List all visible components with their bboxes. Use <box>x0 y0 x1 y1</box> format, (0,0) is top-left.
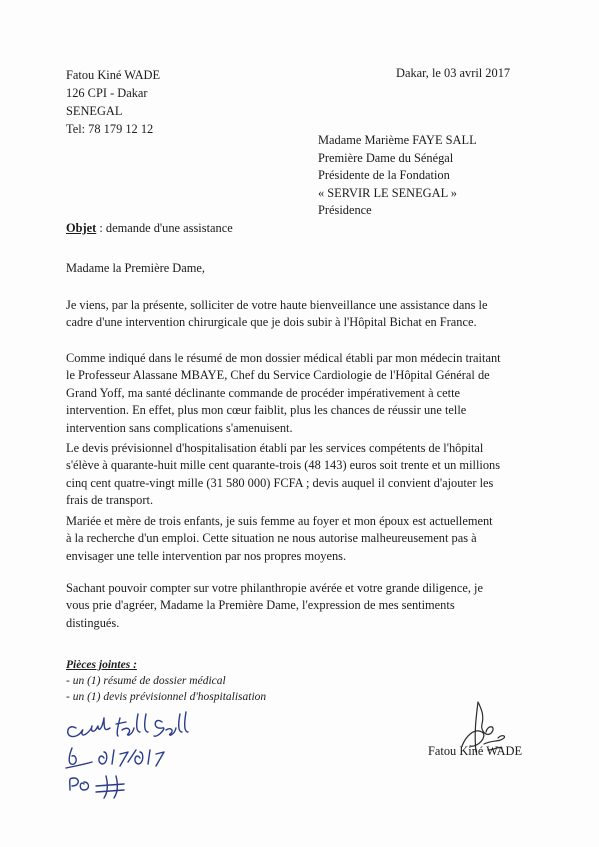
handwritten-annotation <box>62 706 212 806</box>
paragraph-line: distingués. <box>66 615 120 630</box>
recipient-line-1: Madame Marième FAYE SALL <box>318 133 477 147</box>
paragraph-line: intervention. En effet, plus mon cœur faiblit, plus les chances de réussir une telle <box>66 403 467 418</box>
paragraph-line: Je viens, par la présente, solliciter de votre haute bienveillance une assistance dans le <box>66 298 488 312</box>
signature-name: Fatou Kiné WADE <box>428 744 523 758</box>
attachments-block <box>66 657 266 705</box>
recipient-line-5: Présidence <box>318 203 372 217</box>
sender-block <box>66 66 160 138</box>
paragraph-1 <box>66 297 533 332</box>
sender-address: 126 CPI - Dakar <box>66 86 148 100</box>
paragraph-line: Comme indiqué dans le résumé de mon dossier médical établi par mon médecin traitant <box>66 351 501 365</box>
paragraph-line: Mariée et mère de trois enfants, je suis femme au foyer et mon époux est actuellement <box>66 514 493 528</box>
sender-phone: Tel: 78 179 12 12 <box>66 122 154 136</box>
subject-text: : demande d'une assistance <box>96 221 233 235</box>
recipient-block <box>318 132 477 220</box>
paragraph-line: frais de transport. <box>66 493 154 508</box>
attachment-item: - un (1) résumé de dossier médical <box>66 675 226 687</box>
paragraph-line: envisager une telle intervention par nos propres moyens. <box>66 548 347 563</box>
recipient-line-3: Présidente de la Fondation <box>318 168 450 182</box>
recipient-line-4: « SERVIR LE SENEGAL » <box>318 185 457 200</box>
paragraph-line: s'élève à quarante-huit mille cent quarante-trois (48 143) euros soit trente et un millions <box>66 458 501 473</box>
salutation: Madame la Première Dame, <box>66 261 205 275</box>
paragraph-line: à la recherche d'un emploi. Cette situation ne nous autorise malheureusement pas à <box>66 531 477 546</box>
paragraph-line: Grand Yoff, ma santé déclinante commande de procéder impérativement à cette <box>66 385 461 400</box>
subject-line <box>66 221 233 236</box>
paragraph-4 <box>66 513 533 565</box>
paragraph-5 <box>66 580 533 632</box>
attachment-item: - un (1) devis prévisionnel d'hospitalisation <box>66 691 267 703</box>
paragraph-3 <box>66 440 533 510</box>
attachments-title: Pièces jointes : <box>66 659 137 671</box>
paragraph-line: le Professeur Alassane MBAYE, Chef du Service Cardiologie de l'Hôpital Général de <box>66 368 490 383</box>
paragraph-line: cadre d'une intervention chirurgicale que je dois subir à l'Hôpital Bichat en France. <box>66 315 477 330</box>
paragraph-line: Sachant pouvoir compter sur votre philanthropie avérée et votre grande diligence, je <box>66 581 483 595</box>
date-line: Dakar, le 03 avril 2017 <box>396 66 511 80</box>
recipient-line-2: Première Dame du Sénégal <box>318 150 454 165</box>
paragraph-line: vous prie d'agréer, Madame la Première Dame, l'expression de mes sentiments <box>66 598 455 613</box>
subject-label: Objet <box>66 221 97 235</box>
sender-country: SENEGAL <box>66 104 123 118</box>
paragraph-line: Le devis prévisionnel d'hospitalisation établi par les services compétents de l'hôpital <box>66 441 484 455</box>
sender-name: Fatou Kiné WADE <box>66 68 161 82</box>
paragraph-2 <box>66 350 533 437</box>
paragraph-line: cinq cent quatre-vingt mille (31 580 000) FCFA ; devis auquel il convient d'ajouter les <box>66 475 494 490</box>
paragraph-line: intervention sans complications s'amenuisent. <box>66 420 293 435</box>
